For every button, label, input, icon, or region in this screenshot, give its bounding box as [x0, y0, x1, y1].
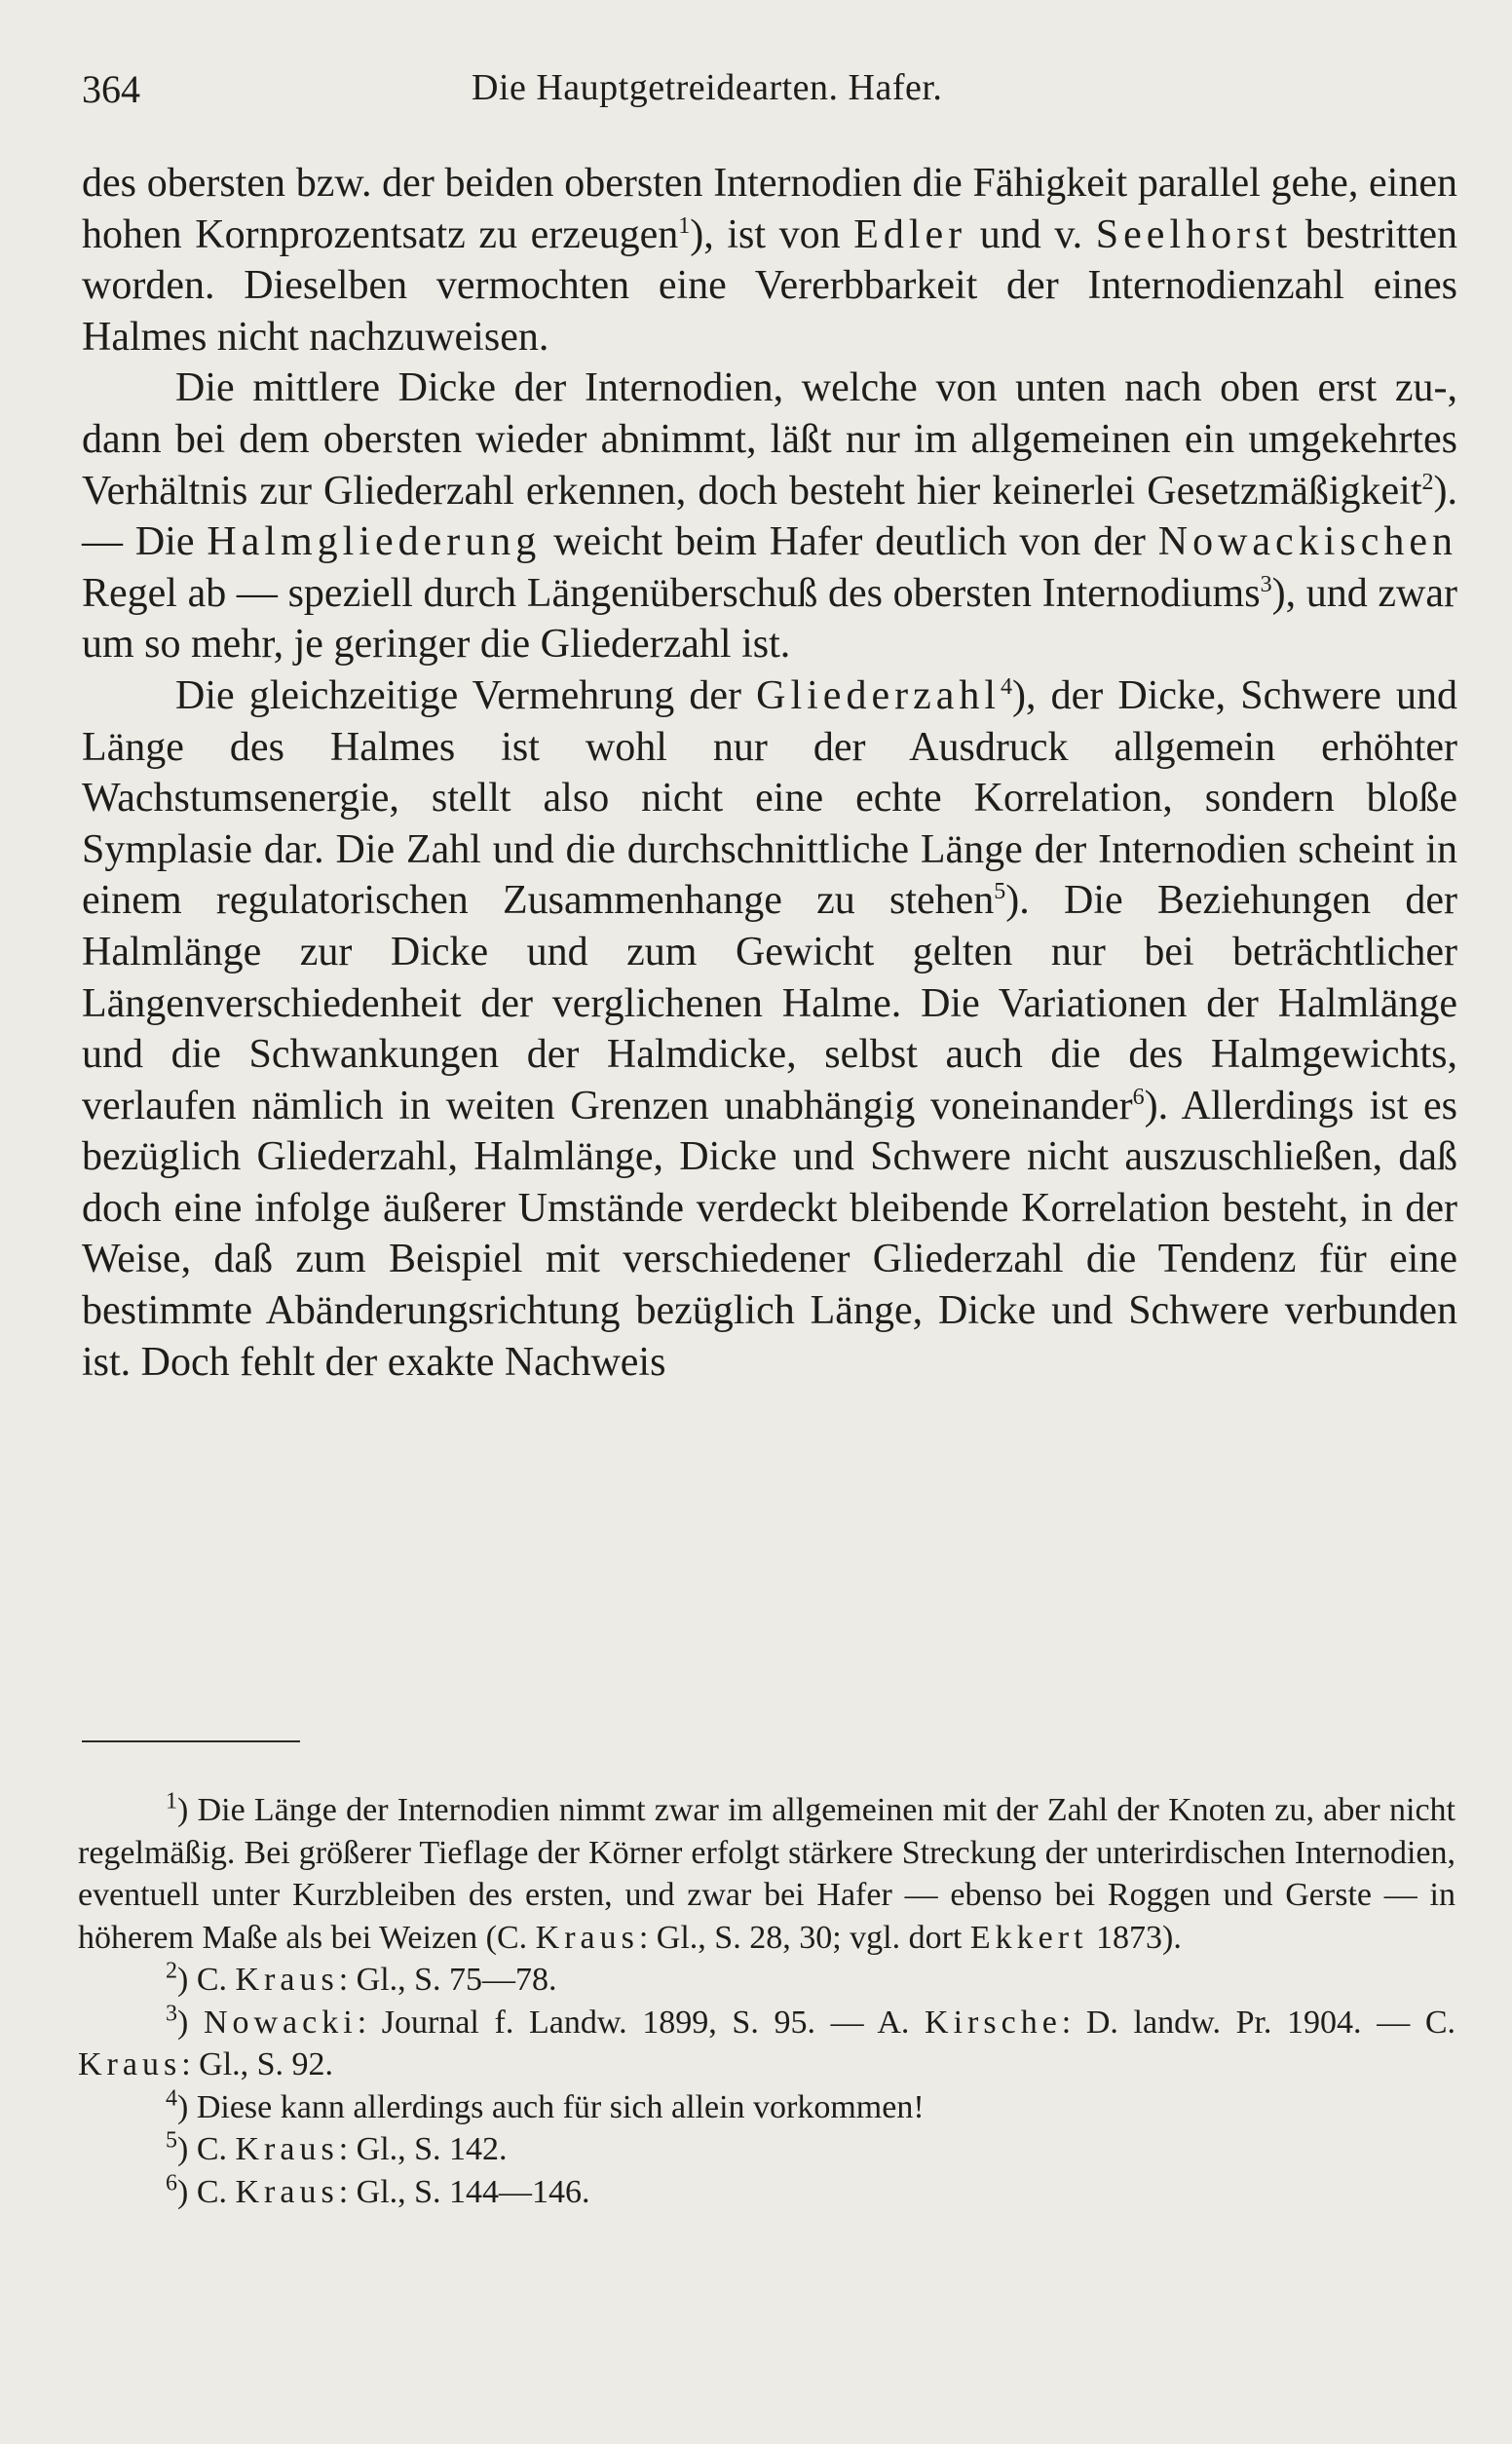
emphasized-term: Gliederzahl [756, 672, 1002, 718]
paragraph-2: Die mittlere Dicke der Internodien, welche von unten nach oben erst zu-, dann bei dem obersten wieder abnimmt, läßt nur im allgemeinen ein umgekehrtes Verhältnis zur Gliederzahl erkennen, doch besteht hier keinerlei Gesetzmäßigkeit$^2$). — Die Halmgliederung weicht beim Hafer deutlich von der Nowackischen Regel ab — speziell durch Längenüberschuß des obersten Internodiums$^3$), und zwar um so mehr, je geringer die Gliederzahl ist. [82, 365, 1457, 668]
author-name: Ekkert [969, 1919, 1088, 1956]
paragraph-1: des obersten bzw. der beiden obersten Internodien die Fähigkeit parallel gehe, einen hohen Kornprozentsatz zu erzeugen$^1$), ist von Edler und v. Seelhorst bestritten worden. Dieselben vermochten eine Vererbbarkeit der Internodienzahl eines Halmes nicht nachzuweisen. [82, 161, 1457, 360]
running-title: Die Hauptgetreidearten. Hafer. [472, 67, 943, 108]
footnote-5: $^5$) C. Kraus: Gl., S. 142. [166, 2127, 508, 2167]
footnote-6: $^6$) C. Kraus: Gl., S. 144—146. [166, 2170, 590, 2210]
emphasized-term: Halmgliederung [207, 519, 542, 565]
author-name: Nowackischen [1157, 519, 1457, 565]
author-name: Kraus [78, 2046, 182, 2082]
author-name: Kirsche [925, 2004, 1062, 2041]
author-name: Nowacki [203, 2004, 358, 2041]
footnote-3: $^3$) Nowacki: Journal f. Landw. 1899, S. 95. — A. Kirsche: D. landw. Pr. 1904. — C. Kraus: Gl., S. 92. [78, 2001, 1455, 2082]
footnotes [78, 1789, 1455, 2213]
author-name: Kraus [235, 2131, 339, 2167]
footnote-ref-6[interactable]: 6 [1132, 1084, 1145, 1110]
footnote-ref-5[interactable]: 5 [994, 879, 1006, 905]
paragraph-3: Die gleichzeitige Vermehrung der Gliederzahl$^4$), der Dicke, Schwere und Länge des Halmes ist wohl nur der Ausdruck allgemein erhöhter Wachstumsenergie, stellt also nicht eine echte Korrelation, sondern bloße Symplasie dar. Die Zahl und die durchschnittliche Länge der Internodien scheint in einem regulatorischen Zusammenhange zu stehen$^5$). Die Beziehungen der Halmlänge zur Dicke und zum Gewicht gelten nur bei beträchtlicher Längenverschiedenheit der verglichenen Halme. Die Variationen der Halmlänge und die Schwankungen der Halmdicke, selbst auch die des Halmgewichts, verlaufen nämlich in weiten Grenzen unabhängig voneinander$^6$). Allerdings ist es bezüglich Gliederzahl, Halmlänge, Dicke und Schwere nicht auszuschließen, daß doch eine infolge äußerer Umstände verdeckt bleibende Korrelation besteht, in der Weise, daß zum Beispiel mit verschiedener Gliederzahl die Tendenz für eine bestimmte Abänderungsrichtung bezüglich Länge, Dicke und Schwere verbunden ist. Doch fehlt der exakte Nachweis [82, 672, 1457, 1385]
footnote-2: $^2$) C. Kraus: Gl., S. 75—78. [166, 1958, 557, 1998]
author-name: Kraus [235, 1962, 339, 1998]
main-text [82, 158, 1457, 1388]
author-name: Seelhorst [1095, 211, 1293, 257]
footnote-ref-1[interactable]: 1 [678, 212, 691, 239]
footnote-ref-4[interactable]: 4 [1001, 673, 1013, 700]
page-number: 364 [82, 67, 140, 111]
footnote-4: $^4$) Diese kann allerdings auch für sich allein vorkommen! [166, 2085, 925, 2125]
footnote-1: $^1$) Die Länge der Internodien nimmt zwar im allgemeinen mit der Zahl der Knoten zu, aber nicht regelmäßig. Bei größerer Tieflage der Körner erfolgt stärkere Streckung der unterirdischen Internodien, eventuell unter Kurzbleiben des ersten, und zwar bei Hafer — ebenso bei Roggen und Gerste — in höherem Maße als bei Weizen (C. Kraus: Gl., S. 28, 30; vgl. dort Ekkert 1873). [78, 1788, 1455, 1956]
author-name: Kraus [535, 1919, 639, 1956]
page-header [82, 60, 1455, 119]
author-name: Kraus [235, 2173, 339, 2210]
footnote-ref-3[interactable]: 3 [1260, 571, 1272, 597]
author-name: Edler [853, 211, 967, 257]
footnote-divider [82, 1740, 300, 1742]
footnote-ref-2[interactable]: 2 [1421, 469, 1434, 495]
